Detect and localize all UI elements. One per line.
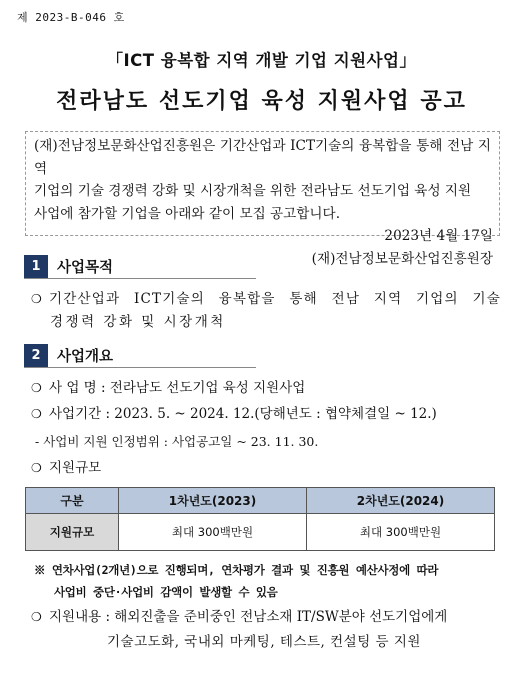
overview-scale: ❍ 지원규모	[31, 457, 101, 479]
bullet-circle-icon: ❍	[31, 292, 43, 306]
table-row-label: 지원규모	[26, 514, 119, 551]
intro-box	[25, 131, 500, 267]
section-title: 사업개요	[57, 349, 114, 365]
issuer-name: (재)전남정보문화산업진흥원장	[311, 250, 493, 267]
table-row	[26, 514, 495, 551]
section-number-badge: 2	[24, 344, 48, 367]
budget-note	[34, 559, 504, 603]
support-scale-table	[25, 487, 495, 551]
table-header-cell: 2차년도(2024)	[307, 488, 495, 514]
overview-content: ❍ 지원내용 : 해외진출을 준비중인 전남소재 IT/SW분야 선도기업에게	[31, 606, 447, 628]
note-line: 사업비 중단·사업비 감액이 발생할 수 있음	[54, 585, 278, 599]
bullet-circle-icon: ❍	[31, 381, 42, 395]
overview-subperiod: - 사업비 지원 인정범위 : 사업공고일 ~ 23. 11. 30.	[35, 434, 319, 449]
bullet-circle-icon: ❍	[31, 461, 42, 475]
table-header-cell: 구분	[26, 488, 119, 514]
note-line: ※ 연차사업(2개년)으로 진행되며, 연차평가 결과 및 진흥원 예산사정에 따라	[34, 563, 439, 577]
table-header-row	[26, 488, 495, 514]
table-cell: 최대 300백만원	[307, 514, 495, 551]
bullet-circle-icon: ❍	[31, 610, 42, 624]
section-number-badge: 1	[24, 255, 48, 278]
section-purpose-header	[24, 255, 113, 278]
purpose-item: ❍ 기간산업과 ICT기술의 융복합을 통해 전남 지역 기업의 기술	[31, 288, 501, 310]
section-underline	[24, 367, 256, 368]
intro-line: (재)전남정보문화산업진흥원은 기간산업과 ICT기술의 융복합을 통해 전남 지역	[34, 138, 491, 177]
page-title: 전라남도 선도기업 육성 지원사업 공고	[56, 89, 467, 114]
section-underline	[24, 278, 256, 279]
intro-line: 기업의 기술 경쟁력 강화 및 시장개척을 위한 전라남도 선도기업 육성 지원	[34, 183, 472, 199]
section-overview-header	[24, 344, 113, 367]
section-title: 사업목적	[57, 260, 114, 276]
purpose-item-continued: 경쟁력 강화 및 시장개척	[50, 314, 226, 330]
table-header-cell: 1차년도(2023)	[119, 488, 307, 514]
bullet-circle-icon: ❍	[31, 407, 42, 421]
table-cell: 최대 300백만원	[119, 514, 307, 551]
document-number: 제 2023-B-046 호	[17, 11, 125, 24]
announcement-date: 2023년 4월 17일	[384, 228, 493, 244]
program-subtitle: 「ICT 융복합 지역 개발 기업 지원사업」	[106, 51, 417, 70]
overview-name: ❍ 사 업 명 : 전라남도 선도기업 육성 지원사업	[31, 377, 305, 399]
overview-period: ❍ 사업기간 : 2023. 5. ~ 2024. 12.(당해년도 : 협약체결일 ~ 12.)	[31, 403, 437, 425]
overview-content-continued: 기술고도화, 국내외 마케팅, 테스트, 컨설팅 등 지원	[107, 634, 421, 650]
intro-line: 사업에 참가할 기업을 아래와 같이 모집 공고합니다.	[34, 205, 341, 222]
